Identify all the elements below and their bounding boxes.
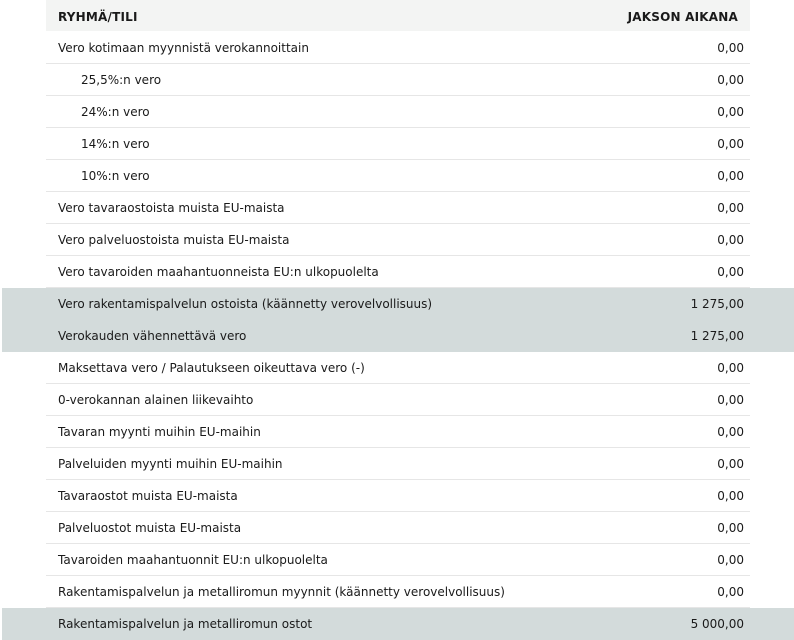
row-label: 24%:n vero — [81, 105, 150, 119]
row-value: 0,00 — [717, 393, 744, 407]
table-row[interactable] — [46, 448, 750, 480]
table-row[interactable] — [46, 384, 750, 416]
table-row[interactable] — [46, 64, 750, 96]
row-value: 0,00 — [717, 73, 744, 87]
table-row[interactable] — [46, 192, 750, 224]
row-label: Palveluiden myynti muihin EU-maihin — [58, 457, 283, 471]
row-label: Tavaroiden maahantuonnit EU:n ulkopuolelta — [58, 553, 328, 567]
table-row[interactable] — [2, 320, 794, 352]
row-value: 0,00 — [717, 201, 744, 215]
table-row[interactable] — [46, 224, 750, 256]
row-value: 1 275,00 — [690, 329, 744, 343]
table-row[interactable] — [46, 576, 750, 608]
table-row[interactable] — [46, 416, 750, 448]
row-label: 0-verokannan alainen liikevaihto — [58, 393, 254, 407]
row-value: 0,00 — [717, 41, 744, 55]
row-label: Vero rakentamispalvelun ostoista (käännetty verovelvollisuus) — [58, 297, 433, 311]
table-row[interactable] — [46, 544, 750, 576]
row-value: 0,00 — [717, 489, 744, 503]
row-label: 14%:n vero — [81, 137, 150, 151]
row-value: 0,00 — [717, 585, 744, 599]
row-value: 5 000,00 — [690, 617, 744, 631]
row-label: Palveluostot muista EU-maista — [58, 521, 242, 535]
row-value: 0,00 — [717, 169, 744, 183]
row-label: Vero tavaraostoista muista EU-maista — [58, 201, 285, 215]
row-label: Rakentamispalvelun ja metalliromun myynnit (käännetty verovelvollisuus) — [58, 585, 505, 599]
row-label: Rakentamispalvelun ja metalliromun ostot — [58, 617, 313, 631]
row-value: 0,00 — [717, 105, 744, 119]
row-label: Vero kotimaan myynnistä verokannoittain — [58, 41, 309, 55]
row-value: 0,00 — [717, 457, 744, 471]
table-row[interactable] — [46, 128, 750, 160]
table-row[interactable] — [2, 608, 794, 640]
row-value: 0,00 — [717, 233, 744, 247]
row-value: 0,00 — [717, 265, 744, 279]
row-value: 0,00 — [717, 521, 744, 535]
row-label: Vero tavaroiden maahantuonneista EU:n ulkopuolelta — [58, 265, 379, 279]
row-label: Vero palveluostoista muista EU-maista — [58, 233, 290, 247]
row-label: 10%:n vero — [81, 169, 150, 183]
row-value: 1 275,00 — [690, 297, 744, 311]
table-row[interactable] — [46, 352, 750, 384]
row-label: Tavaran myynti muihin EU-maihin — [58, 425, 261, 439]
column-header-period[interactable]: JAKSON AIKANA — [627, 10, 738, 24]
row-label: Verokauden vähennettävä vero — [58, 329, 247, 343]
table-row[interactable] — [46, 512, 750, 544]
row-value: 0,00 — [717, 361, 744, 375]
column-header-group[interactable]: RYHMÄ/TILI — [58, 10, 138, 24]
table-header — [46, 0, 750, 31]
row-value: 0,00 — [717, 137, 744, 151]
row-label: Tavaraostot muista EU-maista — [58, 489, 238, 503]
row-label: Maksettava vero / Palautukseen oikeuttava vero (-) — [58, 361, 365, 375]
table-row[interactable] — [46, 160, 750, 192]
row-value: 0,00 — [717, 553, 744, 567]
table-row[interactable] — [46, 256, 750, 288]
row-value: 0,00 — [717, 425, 744, 439]
table-row[interactable] — [2, 288, 794, 320]
table-row[interactable] — [46, 480, 750, 512]
table-row[interactable] — [46, 96, 750, 128]
table-row[interactable] — [46, 32, 750, 64]
row-label: 25,5%:n vero — [81, 73, 162, 87]
